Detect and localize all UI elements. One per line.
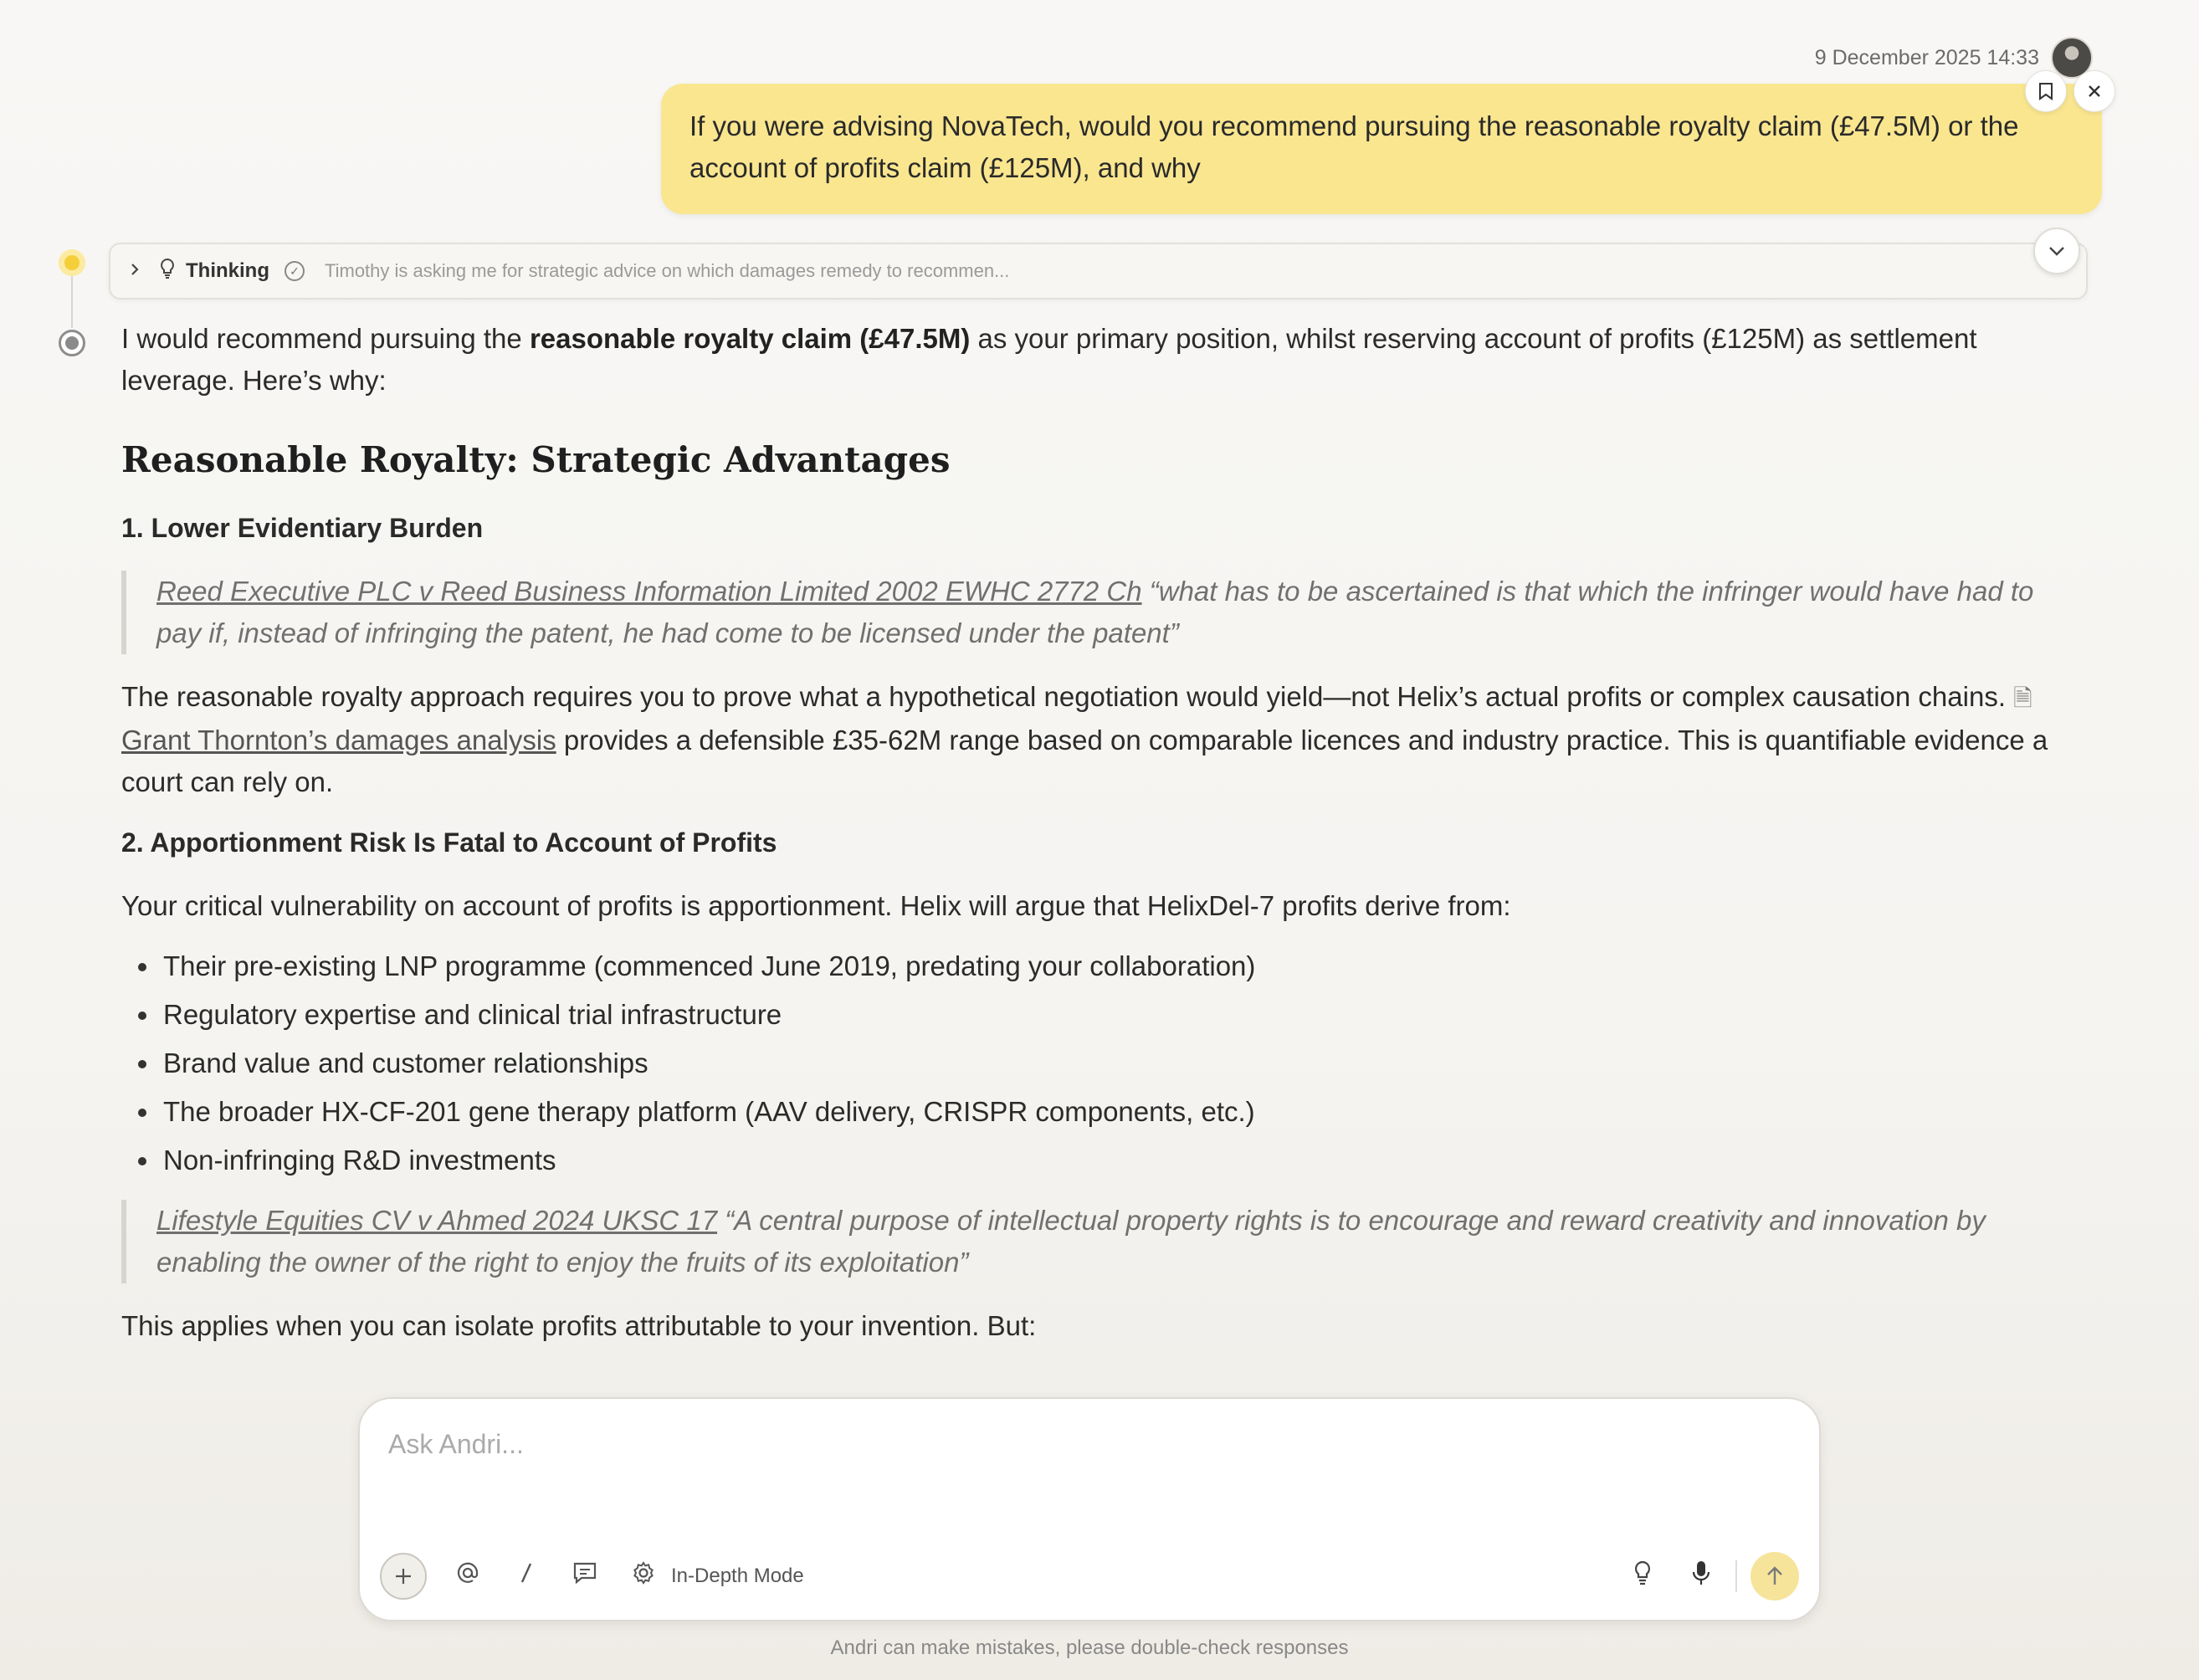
chevron-down-icon [2048, 245, 2066, 257]
para2-text: The reasonable royalty approach requires you to prove what a hypothetical negotiation would yield—not Helix’s actual profits or complex causation chains. [121, 681, 2014, 712]
chevron-right-icon[interactable] [129, 260, 146, 282]
settings-button[interactable] [626, 1560, 661, 1592]
section-heading: Reasonable Royalty: Strategic Advantages [121, 439, 951, 480]
lightbulb-icon [1633, 1560, 1652, 1585]
quote-1-text: “what has to be ascertained is that which the infringer would have had to pay if, instead of infringing the patent, he had come to be licensed under the patent” [156, 576, 2034, 648]
subheading-1: 1. Lower Evidentiary Burden [121, 513, 484, 543]
chat-button[interactable] [567, 1561, 602, 1591]
close-button[interactable] [2073, 70, 2115, 112]
ideas-button[interactable] [1625, 1560, 1660, 1592]
arrow-up-icon [1766, 1565, 1784, 1587]
in-depth-mode-toggle[interactable]: In-Depth Mode [671, 1565, 804, 1587]
composer-toolbar [380, 1551, 1799, 1601]
slash-icon [518, 1561, 535, 1585]
thinking-label: Thinking [186, 259, 269, 282]
timeline-connector [71, 276, 73, 328]
user-message-text: If you were advising NovaTech, would you recommend pursuing the reasonable royalty claim (£47.5M) or the account of profits claim (£125M), and why [689, 110, 2019, 183]
chat-composer [358, 1397, 1821, 1621]
case-link-reed[interactable]: Reed Executive PLC v Reed Business Information Limited 2002 EWHC 2772 Ch [156, 576, 1142, 607]
paragraph-2 [121, 676, 2079, 803]
para2-text-cont: provides a defensible £35-62M range based on comparable licences and industry practice. This is quantifiable evidence a court can rely on. [121, 725, 2048, 797]
user-message-bubble [661, 84, 2102, 214]
case-quote-2 [121, 1200, 2079, 1283]
thinking-panel[interactable] [109, 243, 2088, 300]
case-link-lifestyle[interactable]: Lifestyle Equities CV v Ahmed 2024 UKSC 17 [156, 1205, 718, 1236]
composer-right-tools [1602, 1552, 1799, 1601]
slash-command-button[interactable] [509, 1561, 544, 1591]
assistant-answer [121, 318, 2079, 1365]
send-button[interactable] [1750, 1552, 1799, 1601]
list-item: The broader HX-CF-201 gene therapy platform (AAV delivery, CRISPR components, etc.) [138, 1091, 2079, 1133]
mention-button[interactable] [450, 1560, 485, 1592]
plus-icon [393, 1566, 413, 1586]
toolbar-divider [1735, 1560, 1737, 1592]
document-link-grant-thornton[interactable]: Grant Thornton’s damages analysis [121, 725, 556, 755]
chat-icon [572, 1561, 597, 1585]
microphone-icon [1691, 1560, 1711, 1586]
at-icon [455, 1560, 480, 1585]
thinking-step-marker [59, 249, 85, 276]
intro-emphasis: reasonable royalty claim (£47.5M) [529, 323, 971, 354]
intro-text: I would recommend pursuing the [121, 323, 530, 354]
scroll-down-button[interactable] [2033, 228, 2080, 274]
gear-icon [631, 1560, 656, 1585]
close-icon [2087, 84, 2102, 99]
list-item: Brand value and customer relationships [138, 1042, 2079, 1084]
disclaimer: Andri can make mistakes, please double-check responses [830, 1636, 1349, 1659]
message-timestamp: 9 December 2025 14:33 [1814, 45, 2039, 69]
quote-2-text: “A central purpose of intellectual property rights is to encourage and reward creativity and innovation by enabling the owner of the right to enjoy the fruits of its exploitation” [156, 1205, 1986, 1278]
ask-input[interactable] [388, 1429, 1794, 1460]
add-attachment-button[interactable] [380, 1553, 427, 1600]
subheading-2: 2. Apportionment Risk Is Fatal to Account of Profits [121, 827, 777, 858]
list-item: Non-infringing R&D investments [138, 1140, 2079, 1181]
check-circle-icon: ✓ [284, 261, 305, 281]
voice-input-button[interactable] [1684, 1560, 1719, 1593]
list-item: Regulatory expertise and clinical trial infrastructure [138, 994, 2079, 1036]
message-actions [2025, 70, 2115, 112]
list-item: Their pre-existing LNP programme (commenced June 2019, predating your collaboration) [138, 945, 2079, 987]
paragraph-4: This applies when you can isolate profits attributable to your invention. But: [121, 1310, 1037, 1341]
lightbulb-icon [156, 258, 179, 285]
answer-intro [121, 318, 2079, 402]
intro-text-cont: as your primary position, whilst reserving account of profits (£125M) as settlement leverage. Here’s why: [121, 323, 1977, 396]
apportionment-list [138, 945, 2079, 1181]
paragraph-3: Your critical vulnerability on account of profits is apportionment. Helix will argue that HelixDel-7 profits derive from: [121, 890, 1511, 921]
bookmark-icon [2038, 82, 2053, 100]
document-icon: 🗎 [2013, 685, 2032, 711]
answer-step-marker [59, 330, 85, 356]
bookmark-button[interactable] [2025, 70, 2067, 112]
thinking-summary: Timothy is asking me for strategic advice on which damages remedy to recommen... [324, 260, 1010, 281]
case-quote-1 [121, 571, 2079, 654]
